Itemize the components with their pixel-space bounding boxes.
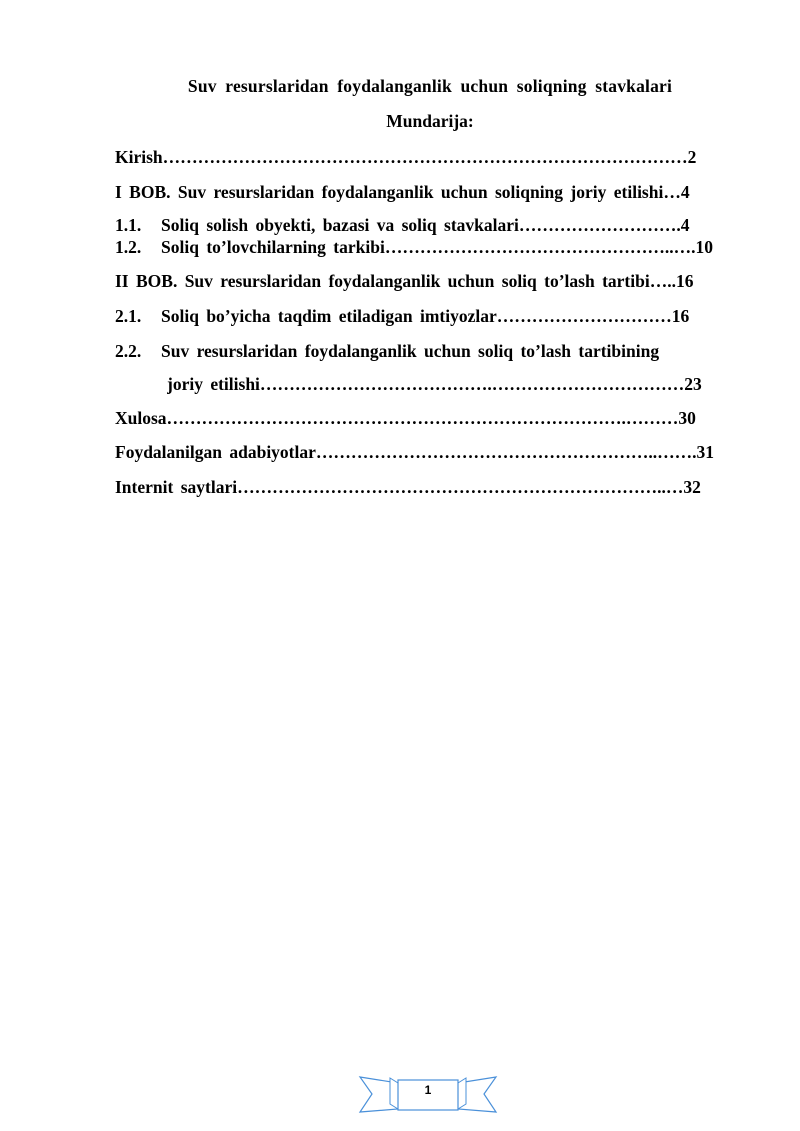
toc-page-number: 16 [671, 306, 690, 326]
toc-page-number: 2 [687, 147, 697, 167]
toc-entry-kirish [115, 146, 740, 168]
toc-label: Internit saytlari [115, 477, 238, 497]
toc-leader-dots: ………………………………….…………………………… [259, 374, 685, 394]
toc-entry-1-1 [115, 214, 740, 236]
toc-page-number: 23 [684, 374, 702, 394]
toc-label: Soliq to’lovchilarning tarkibi [161, 237, 385, 257]
toc-entry-1-2 [115, 236, 740, 258]
toc-section-number: 1.2. [115, 237, 142, 257]
toc-entry-adabiyotlar [115, 441, 740, 463]
toc-label: joriy etilishi [167, 374, 260, 394]
toc-leader-dots: ………………………………………………………………..… [237, 477, 684, 497]
toc-label: I BOB. Suv resurslaridan foydalanganlik uchun soliqning joriy etilishi [115, 182, 664, 202]
toc-leader-dots: …………………………………………………………………….……… [166, 408, 679, 428]
toc-section-number: 2.1. [115, 306, 142, 326]
toc-section-number: 1.1. [115, 215, 142, 235]
toc-page-number: 32 [683, 477, 701, 497]
toc-entry-chapter-1 [115, 181, 740, 203]
toc-leader-dots: ….. [649, 271, 676, 291]
toc-leader-dots: … [663, 182, 681, 202]
toc-leader-dots: …………………………………………..…. [384, 237, 696, 257]
toc-entry-2-2 [115, 340, 740, 362]
toc-leader-dots: ………………………. [518, 215, 681, 235]
toc-label: II BOB. Suv resurslaridan foydalanganlik uchun soliq to’lash tartibi [115, 271, 650, 291]
toc-section-number: 2.2. [115, 341, 142, 361]
toc-label: Kirish [115, 147, 163, 167]
toc-label: Suv resurslaridan foydalanganlik uchun soliq to’lash tartibining [161, 341, 660, 361]
toc-leader-dots: …………………………………………………..……. [315, 442, 697, 462]
toc-entry-2-1 [115, 305, 740, 327]
toc-leader-dots: ……………………………………………………………………………… [162, 147, 688, 167]
document-title: Suv resurslaridan foydalanganlik uchun soliqning stavkalari [187, 76, 673, 96]
toc-label: Soliq bo’yicha taqdim etiladigan imtiyozlar [161, 306, 497, 326]
toc-entry-chapter-2 [115, 270, 740, 292]
contents-heading: Mundarija: [386, 111, 474, 131]
toc-entry-2-2-continued [167, 373, 741, 395]
toc-label: Foydalanilgan adabiyotlar [115, 442, 316, 462]
toc-page-number: 16 [675, 271, 694, 291]
page-number: 1 [424, 1083, 432, 1097]
toc-page-number: 31 [696, 442, 715, 462]
toc-page-number: 4 [680, 182, 690, 202]
toc-page-number: 10 [695, 237, 713, 257]
toc-entry-internet-saytlari [115, 476, 740, 498]
toc-leader-dots: ………………………… [496, 306, 672, 326]
toc-entry-xulosa [115, 407, 740, 429]
toc-page-number: 4 [680, 215, 690, 235]
toc-page-number: 30 [678, 408, 696, 428]
toc-label: Xulosa [115, 408, 167, 428]
toc-label: Soliq solish obyekti, bazasi va soliq stavkalari [161, 215, 519, 235]
